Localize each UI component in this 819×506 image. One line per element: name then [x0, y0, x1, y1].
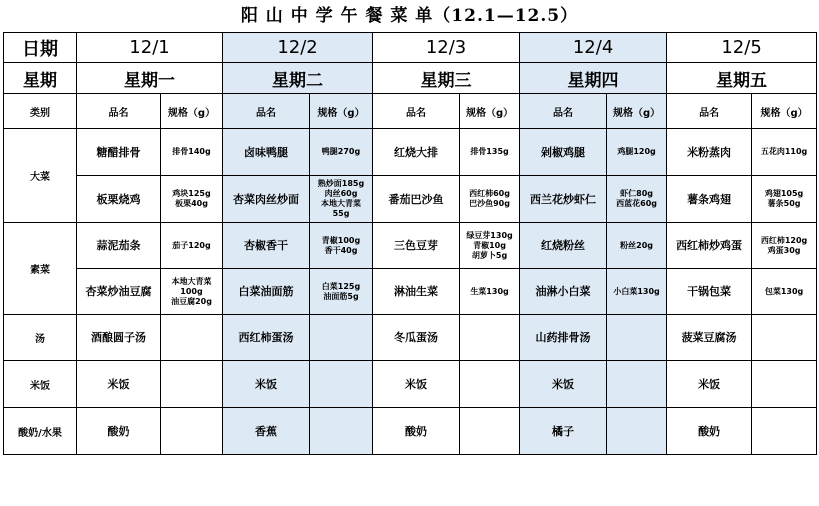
spec-header: 规格（g）	[607, 94, 667, 129]
main-dish-row	[4, 129, 817, 176]
weekday-cell: 星期一	[77, 63, 223, 94]
empty-cell	[161, 408, 223, 455]
weekday-cell: 星期五	[667, 63, 817, 94]
date-cell: 12/3	[373, 33, 520, 63]
category-veg: 素菜	[4, 223, 77, 315]
empty-cell	[752, 408, 817, 455]
dish-name: 糖醋排骨	[77, 129, 161, 176]
dish-name: 橘子	[520, 408, 607, 455]
page-title: 阳 山 中 学 午 餐 菜 单（12.1—12.5）	[240, 6, 579, 26]
dish-name: 香蕉	[223, 408, 310, 455]
dish-name: 红烧大排	[373, 129, 460, 176]
empty-cell	[310, 408, 373, 455]
empty-cell	[460, 315, 520, 361]
dish-spec: 绿豆芽130g 青椒10g 胡萝卜5g	[460, 223, 520, 269]
dish-spec: 青椒100g 香干40g	[310, 223, 373, 269]
spec-header: 规格（g）	[752, 94, 817, 129]
dish-spec: 西红柿120g 鸡蛋30g	[752, 223, 817, 269]
date-row	[4, 33, 817, 63]
fruit-row	[4, 408, 817, 455]
empty-cell	[607, 315, 667, 361]
dish-name: 杏菜炒油豆腐	[77, 269, 161, 315]
dish-name: 米饭	[373, 361, 460, 408]
dish-name: 山药排骨汤	[520, 315, 607, 361]
dish-spec: 虾仁80g 西蓝花60g	[607, 176, 667, 223]
spec-header: 规格（g）	[161, 94, 223, 129]
veg-dish-row	[4, 223, 817, 269]
veg-dish-row	[4, 269, 817, 315]
empty-cell	[161, 361, 223, 408]
dish-spec: 西红柿60g 巴沙鱼90g	[460, 176, 520, 223]
empty-cell	[310, 361, 373, 408]
empty-cell	[310, 315, 373, 361]
dish-spec: 排骨135g	[460, 129, 520, 176]
dish-name: 酸奶	[667, 408, 752, 455]
category-main: 大菜	[4, 129, 77, 223]
category-soup: 汤	[4, 315, 77, 361]
dish-name: 卤味鸭腿	[223, 129, 310, 176]
dish-name: 米饭	[520, 361, 607, 408]
soup-row	[4, 315, 817, 361]
dish-spec: 包菜130g	[752, 269, 817, 315]
empty-cell	[161, 315, 223, 361]
dish-name: 蒜泥茄条	[77, 223, 161, 269]
name-header: 品名	[223, 94, 310, 129]
name-header: 品名	[77, 94, 161, 129]
dish-spec: 小白菜130g	[607, 269, 667, 315]
dish-spec: 鸭腿270g	[310, 129, 373, 176]
empty-cell	[752, 361, 817, 408]
spec-header: 规格（g）	[460, 94, 520, 129]
dish-spec: 白菜125g 油面筋5g	[310, 269, 373, 315]
weekday-cell: 星期三	[373, 63, 520, 94]
dish-name: 白菜油面筋	[223, 269, 310, 315]
dish-name: 薯条鸡翅	[667, 176, 752, 223]
dish-spec: 本地大青菜 100g 油豆腐20g	[161, 269, 223, 315]
dish-name: 板栗烧鸡	[77, 176, 161, 223]
category-rice: 米饭	[4, 361, 77, 408]
weekday-cell: 星期二	[223, 63, 373, 94]
dish-name: 干锅包菜	[667, 269, 752, 315]
dish-spec: 鸡翅105g 薯条50g	[752, 176, 817, 223]
dish-spec: 茄子120g	[161, 223, 223, 269]
dish-spec: 五花肉110g	[752, 129, 817, 176]
dish-name: 米粉蒸肉	[667, 129, 752, 176]
dish-spec: 鸡块125g 板栗40g	[161, 176, 223, 223]
name-header: 品名	[520, 94, 607, 129]
spec-header: 规格（g）	[310, 94, 373, 129]
name-header: 品名	[373, 94, 460, 129]
dish-spec: 粉丝20g	[607, 223, 667, 269]
dish-spec: 鸡腿120g	[607, 129, 667, 176]
date-cell: 12/4	[520, 33, 667, 63]
category-fruit: 酸奶/水果	[4, 408, 77, 455]
name-header: 品名	[667, 94, 752, 129]
dish-name: 番茄巴沙鱼	[373, 176, 460, 223]
dish-spec: 生菜130g	[460, 269, 520, 315]
weekday-cell: 星期四	[520, 63, 667, 94]
dish-name: 淋油生菜	[373, 269, 460, 315]
weekday-row	[4, 63, 817, 94]
empty-cell	[607, 408, 667, 455]
dish-name: 米饭	[667, 361, 752, 408]
dish-name: 红烧粉丝	[520, 223, 607, 269]
category-header: 类别	[4, 94, 77, 129]
dish-name: 杏菜肉丝炒面	[223, 176, 310, 223]
column-header-row	[4, 94, 817, 129]
empty-cell	[460, 361, 520, 408]
dish-name: 米饭	[223, 361, 310, 408]
dish-name: 西兰花炒虾仁	[520, 176, 607, 223]
date-cell: 12/5	[667, 33, 817, 63]
menu-table	[3, 32, 817, 455]
dish-spec: 熟炒面185g 肉丝60g 本地大青菜 55g	[310, 176, 373, 223]
dish-name: 三色豆芽	[373, 223, 460, 269]
empty-cell	[607, 361, 667, 408]
empty-cell	[460, 408, 520, 455]
dish-name: 菠菜豆腐汤	[667, 315, 752, 361]
empty-cell	[752, 315, 817, 361]
main-dish-row	[4, 176, 817, 223]
date-cell: 12/2	[223, 33, 373, 63]
dish-name: 西红柿蛋汤	[223, 315, 310, 361]
date-cell: 12/1	[77, 33, 223, 63]
dish-name: 杏椒香干	[223, 223, 310, 269]
dish-name: 油淋小白菜	[520, 269, 607, 315]
dish-name: 西红柿炒鸡蛋	[667, 223, 752, 269]
dish-name: 酸奶	[77, 408, 161, 455]
dish-name: 酸奶	[373, 408, 460, 455]
dish-name: 冬瓜蛋汤	[373, 315, 460, 361]
dish-name: 剁椒鸡腿	[520, 129, 607, 176]
weekday-header: 星期	[4, 63, 77, 94]
rice-row	[4, 361, 817, 408]
dish-name: 酒酿圆子汤	[77, 315, 161, 361]
dish-spec: 排骨140g	[161, 129, 223, 176]
dish-name: 米饭	[77, 361, 161, 408]
date-header: 日期	[4, 33, 77, 63]
